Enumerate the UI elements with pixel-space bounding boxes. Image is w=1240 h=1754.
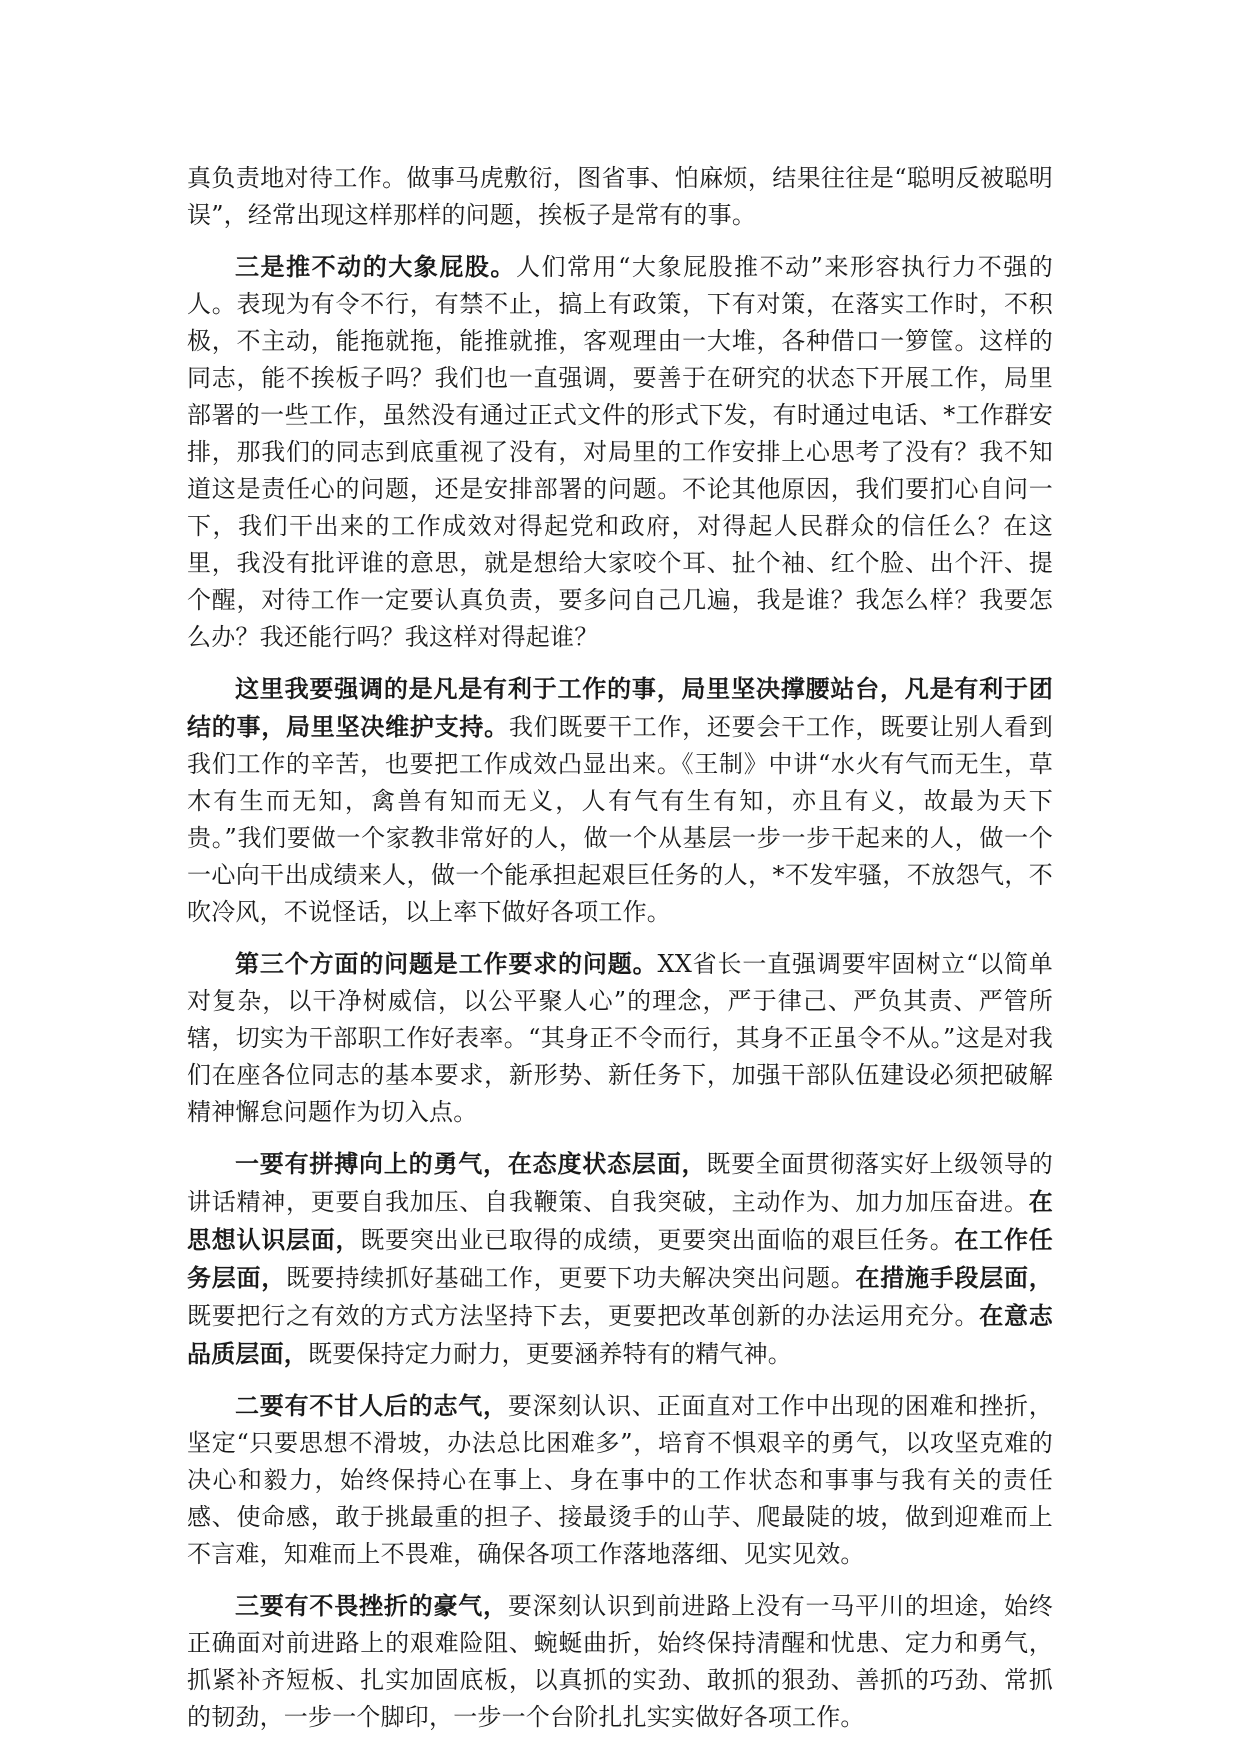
bold-heading-run: 三要有不畏挫折的豪气， — [235, 1591, 508, 1620]
paragraph-section-three-requirements — [187, 945, 1053, 1131]
bold-heading-run: 在工作任务层面， — [187, 1225, 1053, 1292]
paragraph-heroism — [187, 1587, 1053, 1736]
paragraph-point-three-elephant — [187, 248, 1053, 656]
text-run: 要深刻认识到前进路上没有一马平川的坦途，始终正确面对前进路上的艰难险阻、蜿蜒曲折，始终保持清醒和忧患、定力和勇气，抓紧补齐短板、扎实加固底板，以真抓的实劲、敢抓的狠劲、善抓的巧劲、常抓的韧劲，一步一个脚印，一步一个台阶扎扎实实做好各项工作。 — [187, 1592, 1053, 1731]
bold-heading-run: 这里我要强调的是凡是有利于工作的事，局里坚决撑腰站台，凡是有利于团结的事，局里坚决维护支持。 — [187, 674, 1053, 741]
text-run: 真负责地对待工作。做事马虎敷衍，图省事、怕麻烦，结果往往是“聪明反被聪明误”，经常出现这样那样的问题，挨板子是常有的事。 — [187, 164, 1053, 229]
bold-heading-run: 三是推不动的大象屁股。 — [235, 252, 516, 281]
document-body — [187, 160, 1053, 1750]
bold-heading-run: 第三个方面的问题是工作要求的问题。 — [235, 949, 658, 978]
text-run: 既要突出业已取得的成绩，更要突出面临的艰巨任务。 — [360, 1226, 955, 1254]
text-run: 要深刻认识、正面直对工作中出现的困难和挫折，坚定“只要思想不滑坡，办法总比困难多”，培育不惧艰辛的勇气，以攻坚克难的决心和毅力，始终保持心在事上、身在事中的工作状态和事事与我有关的责任感、使命感，敢于挑最重的担子、接最烫手的山芋、爬最陡的坡，做到迎难而上不言难，知难而上不畏难，确保各项工作落地落细、见实见效。 — [187, 1392, 1053, 1568]
bold-heading-run: 在措施手段层面， — [855, 1263, 1053, 1292]
text-run: 既要全面贯彻落实好上级领导的讲话精神，更要自我加压、自我鞭策、自我突破，主动作为、加力加压奋进。 — [187, 1150, 1053, 1216]
bold-heading-run: 在意志品质层面， — [187, 1301, 1053, 1368]
bold-heading-run: 在思想认识层面， — [187, 1187, 1053, 1254]
paragraph-continuation — [187, 160, 1053, 234]
paragraph-courage — [187, 1145, 1053, 1373]
bold-heading-run: 二要有不甘人后的志气， — [235, 1391, 508, 1420]
text-run: 人们常用“大象屁股推不动”来形容执行力不强的人。表现为有令不行，有禁不止，搞上有政策，下有对策，在落实工作时，不积极，不主动，能拖就拖，能推就推，客观理由一大堆，各种借口一箩筐。这样的同志，能不挨板子吗？我们也一直强调，要善于在研究的状态下开展工作，局里部署的一些工作，虽然没有通过正式文件的形式下发，有时通过电话、*工作群安排，那我们的同志到底重视了没有，对局里的工作安排上心思考了没有？我不知道这是责任心的问题，还是安排部署的问题。不论其他原因，我们要扪心自问一下，我们干出来的工作成效对得起党和政府，对得起人民群众的信任么？在这里，我没有批评谁的意思，就是想给大家咬个耳、扯个袖、红个脸、出个汗、提个醒，对待工作一定要认真负责，要多问自己几遍，我是谁？我怎么样？我要怎么办？我还能行吗？我这样对得起谁？ — [187, 253, 1054, 651]
text-run: XX省长一直强调要牢固树立“以简单对复杂，以干净树威信，以公平聚人心”的理念，严于律己、严负其责、严管所辖，切实为干部职工作好表率。“其身正不令而行，其身不正虽令不从。”这是对我们在座各位同志的基本要求，新形势、新任务下，加强干部队伍建设必须把破解精神懈怠问题作为切入点。 — [187, 950, 1054, 1126]
text-run: 我们既要干工作，还要会干工作，既要让别人看到我们工作的辛苦，也要把工作成效凸显出来。《王制》中讲“水火有气而无生，草木有生而无知，禽兽有知而无义，人有气有生有知，亦且有义，故最为天下贵。”我们要做一个家教非常好的人，做一个从基层一步一步干起来的人，做一个一心向干出成绩来人，做一个能承担起艰巨任务的人，*不发牢骚，不放怨气，不吹冷风，不说怪话，以上率下做好各项工作。 — [187, 713, 1053, 926]
paragraph-emphasis-support — [187, 670, 1053, 931]
bold-heading-run: 一要有拼搏向上的勇气，在态度状态层面， — [235, 1149, 707, 1178]
text-run: 既要持续抓好基础工作，更要下功夫解决突出问题。 — [286, 1264, 856, 1292]
text-run: 既要把行之有效的方式方法坚持下去，更要把改革创新的办法运用充分。 — [187, 1302, 980, 1330]
paragraph-ambition — [187, 1387, 1053, 1573]
text-run: 既要保持定力耐力，更要涵养特有的精气神。 — [308, 1340, 792, 1368]
